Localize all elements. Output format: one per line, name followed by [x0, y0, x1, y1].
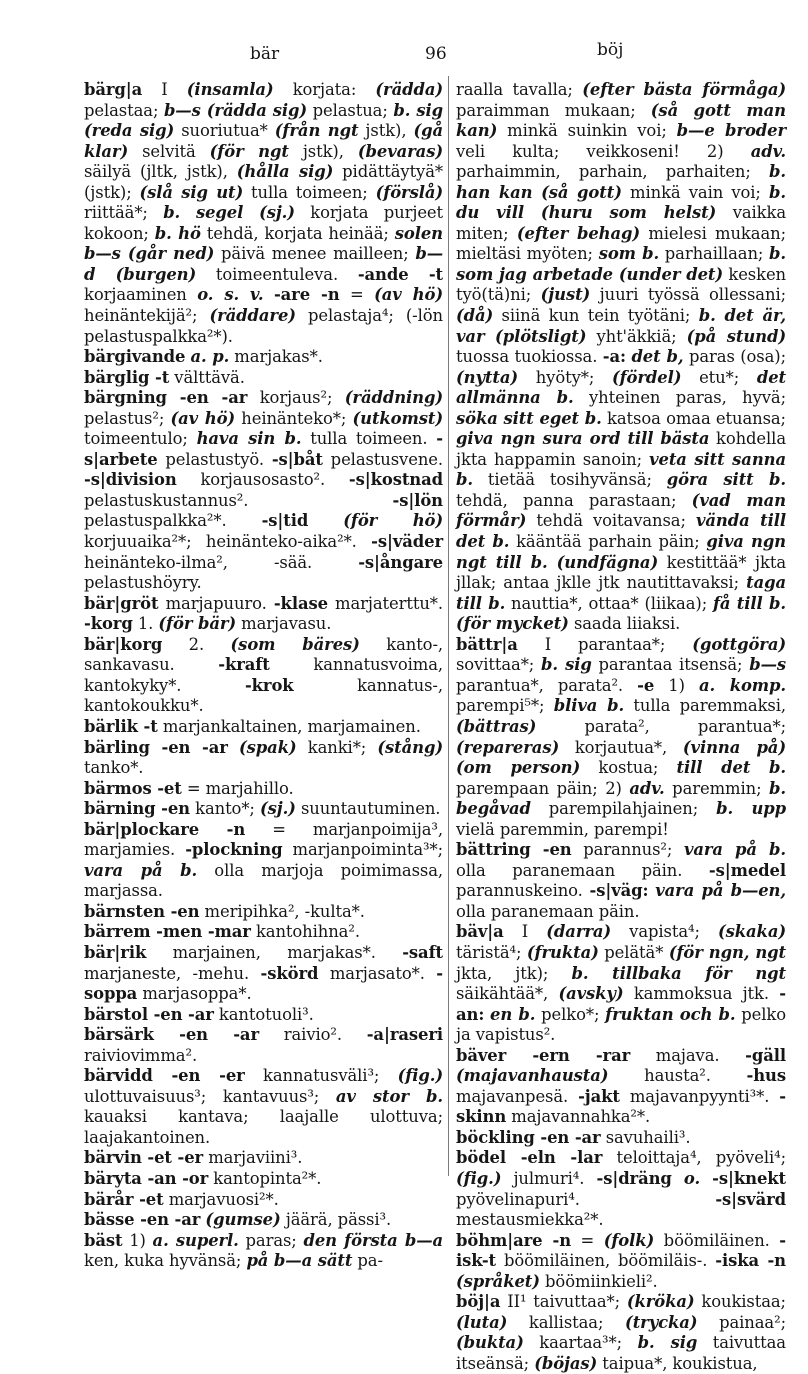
page-number: 96 — [425, 44, 447, 64]
dictionary-entry: bäst 1) a. superl. paras; den första b—a ken, kuka hyvänsä; på b—a sätt pa- — [84, 1230, 443, 1271]
dictionary-entry: bärår -et marjavuosi²*. — [84, 1189, 279, 1209]
dictionary-entry: bäv|a I (darra) vapista⁴; (skaka) täristä⁴; (frukta) pelätä* (för ngn, ngt jkta, jtk); b. tillbaka för ngt säikähtää*, (avsky) kammoksua jtk. -an: en b. pelko*; fruktan och b. pelko ja vapistus². — [456, 922, 787, 1045]
dictionary-entry: bärling -en -ar (spak) kanki*; (stång) tanko*. — [84, 737, 443, 778]
column-divider — [448, 76, 449, 1176]
dictionary-entry: bäver -ern -rar majava. -gäll (majavanhausta) hausta². -hus majavanpesä. -jakt majavanpyynti³*. -skinn majavannahka²*. — [456, 1045, 786, 1127]
dictionary-entry: bär|gröt marjapuuro. -klase marjaterttu*. -korg 1. (för bär) marjavasu. — [84, 593, 443, 634]
header-left-guideword: bär — [250, 44, 280, 64]
dictionary-entry: bär|rik marjainen, marjakas*. -saft marjaneste, -mehu. -skörd marjasato*. -soppa marjasoppa*. — [84, 942, 443, 1004]
dictionary-entry: bärlik -t marjankaltainen, marjamainen. — [84, 716, 421, 736]
dictionary-entry: bärvidd -en -er kannatusväli³; (fig.) ulottuvaisuus³; kantavuus³; av stor b. kauaksi kantava; laajalle ulottuva; laajakantoinen. — [84, 1066, 443, 1147]
dictionary-entry: bär|korg 2. (som bäres) kanto-, sankavasu. -kraft kannatusvoima, kantokyky*. -krok kannatus-, kantokoukku*. — [84, 634, 444, 716]
dictionary-entry: bärstol -en -ar kantotuoli³. — [84, 1004, 314, 1024]
dictionary-entry: bättring -en parannus²; vara på b. olla paranemaan päin. -s|medel parannuskeino. -s|väg: vara på b—en, olla paranemaan päin. — [456, 840, 787, 921]
dictionary-entry: bättr|a I parantaa*; (gottgöra) sovittaa*; b. sig parantaa itsensä; b—s parantua*, parata². -e 1) a. komp. parempi⁵*; bliva b. tulla paremmaksi, (bättras) parata², parantua*; (repareras) korjautua*, (vinna på) (om person) kostua; till det b. parempaan päin; 2) adv. paremmin; b. begåvad parempilahjainen; b. upp vielä paremmin, parempi! — [456, 634, 786, 839]
dictionary-entry: böj|a II¹ taivuttaa*; (kröka) koukistaa; (luta) kallistaa; (trycka) painaa²; (bukta) kaartaa³*; b. sig taivuttaa itseänsä; (böjas) taipua*, koukistua, — [456, 1292, 786, 1373]
dictionary-entry: bärning -en kanto*; (sj.) suuntautuminen. — [84, 799, 441, 819]
dictionary-entry: bärnsten -en meripihka², -kulta*. — [84, 901, 365, 921]
dictionary-entry: bärgivande a. p. marjakas*. — [84, 347, 323, 367]
dictionary-entry: bärg|a I (insamla) korjata: (rädda) pelastaa; b—s (rädda sig) pelastua; b. sig (reda sig) suoriutua* (från ngt jstk), (gå klar) selvitä (för ngt jstk), (bevaras) säilyä (jltk, jstk), (hålla sig) pidättäytyä* (jstk); (slå sig ut) tulla toimeen; (förslå) riittää*; b. segel (sj.) korjata purjeet kokoon; b. hö tehdä, korjata heinää; solen b—s (går ned) päivä menee mailleen; b—d (burgen) toimeentuleva. -ande -t korjaaminen o. s. v. -are -n = (av hö) heinäntekijä²; (räddare) pelastaja⁴; (-lön pelastuspalkka²*). — [84, 80, 444, 346]
dictionary-entry: bärglig -t välttävä. — [84, 367, 245, 387]
dictionary-entry: bärgning -en -ar korjaus²; (räddning) pelastus²; (av hö) heinänteko*; (utkomst) toimeentulo; hava sin b. tulla toimeen. -s|arbete pelastustyö. -s|båt pelastusvene. -s|division korjausosasto². -s|kostnad pelastuskustannus². -s|lön pelastuspalkka²*. -s|tid (för hö) korjuuaika²*; heinänteko-aika²*. -s|väder heinänteko-ilma², -sää. -s|ångare pelastushöyry. — [84, 388, 443, 593]
dictionary-entry: bässe -en -ar (gumse) jäärä, pässi³. — [84, 1210, 392, 1230]
dictionary-entry: raalla tavalla; (efter bästa förmåga) paraimman mukaan; (så gott man kan) minkä suinkin voi; b—e broder veli kulta; veikkoseni! 2) adv. parhaimmin, parhain, parhaiten; b. han kan (så gott) minkä vain voi; b. du vill (huru som helst) vaikka miten; (efter behag) mielesi mukaan; mieltäsi myöten; som b. parhaillaan; b. som jag arbetade (under det) kesken työ(tä)ni; (just) juuri työssä ollessani; (då) siinä kun tein työtäni; b. det är, var (plötsligt) yht'äkkiä; (på stund) tuossa tuokiossa. -a: det b, paras (osa); (nytta) hyöty*; (fördel) etu*; det allmänna b. yhteinen paras, hyvä; söka sitt eget b. katsoa omaa etuansa; giva ngn sura ord till bästa kohdella jkta happamin sanoin; veta sitt sanna b. tietää tosihyvänsä; göra sitt b. tehdä, panna parastaan; (vad man förmår) tehdä voitavansa; vända till det b. kääntää parhain päin; giva ngn ngt till b. (undfägna) kestittää* jkta jllak; antaa jklle jtk nautittavaksi; taga till b. nauttia*, ottaa* (liikaa); få till b. (för mycket) saada liiaksi. — [456, 80, 787, 634]
dictionary-entry: böckling -en -ar savuhaili³. — [456, 1127, 691, 1147]
dictionary-entry: bärmos -et = marjahillo. — [84, 778, 294, 798]
header-right-guideword: böj — [597, 40, 624, 60]
dictionary-entry: bärvin -et -er marjaviini³. — [84, 1148, 303, 1168]
dictionary-entry: böhm|are -n = (folk) böömiläinen. -isk-t böömiläinen, böömiläis-. -iska -n (språket) böömiinkieli². — [456, 1230, 786, 1291]
dictionary-entry: bär|plockare -n = marjanpoimija³, marjamies. -plockning marjanpoiminta³*; vara på b. olla marjoja poimimassa, marjassa. — [84, 819, 444, 901]
dictionary-entry: bödel -eln -lar teloittaja⁴, pyöveli⁴; (fig.) julmuri⁴. -s|dräng o. -s|knekt pyövelinapuri⁴. -s|svärd mestausmiekka²*. — [456, 1148, 786, 1230]
left-column — [84, 80, 443, 1272]
dictionary-entry: bärsärk -en -ar raivio². -a|raseri raiviovimma². — [84, 1025, 443, 1065]
dictionary-entry: bärrem -men -mar kantohihna². — [84, 922, 360, 942]
dictionary-entry: bäryta -an -or kantopinta²*. — [84, 1168, 322, 1188]
right-column — [456, 80, 786, 1374]
